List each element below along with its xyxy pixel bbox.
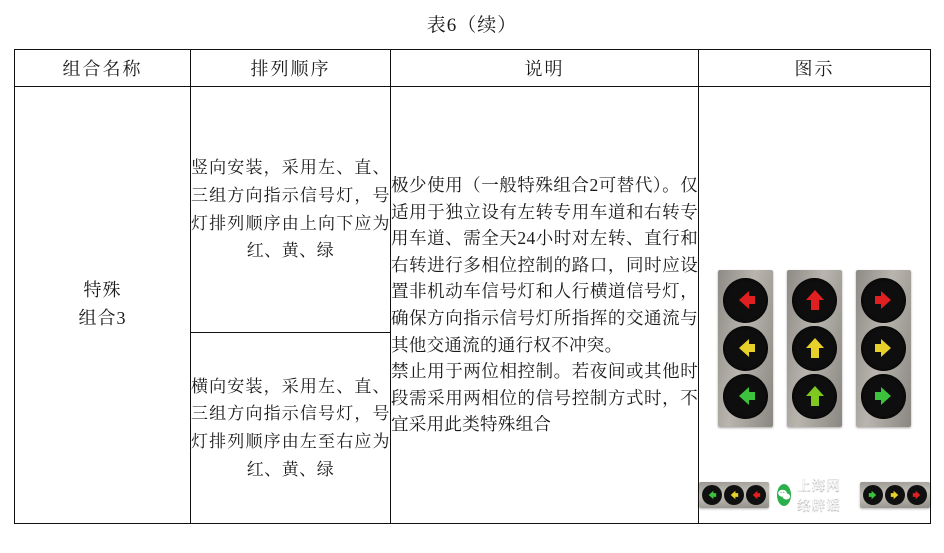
wechat-icon	[777, 484, 791, 506]
lamp-green-left	[723, 374, 768, 419]
lamp-yellow-up	[792, 326, 837, 371]
lamp-red-right	[861, 278, 906, 323]
combination-name-line1: 特殊	[83, 280, 122, 301]
lamp-green-up	[792, 374, 837, 419]
description-text-2: 禁止用于两位相控制。若夜间或其他时段需采用两相位的信号控制方式时，不宜采用此类特殊组合	[391, 361, 698, 435]
cell-order-vertical	[191, 87, 391, 333]
table-header-row	[15, 50, 931, 87]
watermark-text: 上海网络辟谣	[797, 477, 841, 513]
watermark-badge	[777, 475, 852, 515]
cell-order-horizontal	[191, 333, 391, 524]
table-row	[15, 87, 931, 333]
table-caption: 表6（续）	[426, 15, 518, 36]
cell-illustration	[699, 87, 931, 524]
header-illustration: 图示	[699, 50, 931, 87]
signal-group-straight-vertical	[787, 270, 842, 427]
header-description: 说明	[391, 50, 699, 87]
cell-description	[391, 87, 699, 524]
combination-name-line2: 组合3	[78, 308, 127, 328]
lamp-yellow-left	[723, 326, 768, 371]
lamp-green-right-small	[863, 485, 883, 505]
horizontal-signal-figure	[699, 475, 930, 515]
signal-group-left-horizontal	[699, 482, 769, 508]
order-text-vertical: 竖向安装，采用左、直、三组方向指示信号灯，号灯排列顺序由上向下应为红、黄、绿	[191, 158, 390, 261]
lamp-yellow-left-small	[724, 485, 744, 505]
lamp-yellow-right	[861, 326, 906, 371]
signal-combination-table	[14, 49, 931, 524]
horizontal-signal-figure-area	[699, 465, 930, 523]
header-arrangement-order: 排列顺序	[191, 50, 391, 87]
lamp-red-left-small	[746, 485, 766, 505]
lamp-red-up	[792, 278, 837, 323]
header-combination-name: 组合名称	[15, 50, 191, 87]
signal-group-left-vertical	[718, 270, 773, 427]
cell-combination-name	[15, 87, 191, 524]
lamp-yellow-right-small	[885, 485, 905, 505]
lamp-green-right	[861, 374, 906, 419]
order-text-horizontal: 横向安装，采用左、直、三组方向指示信号灯，号灯排列顺序由左至右应为红、黄、绿	[191, 376, 390, 479]
lamp-red-right-small	[907, 485, 927, 505]
description-text-1: 极少使用（一般特殊组合2可替代）。仅适用于独立设有左转专用车道和右转专用车道、需全天24小时对左转、直行和右转进行多相位控制的路口，同时应设置非机动车信号灯和人行横道信号灯，确保方向指示信号灯所指挥的交通流与其他交通流的通行权不冲突。	[391, 175, 698, 355]
lamp-green-left-small	[702, 485, 722, 505]
signal-group-right-horizontal	[860, 482, 930, 508]
vertical-signal-figure	[699, 184, 930, 427]
signal-group-right-vertical	[856, 270, 911, 427]
lamp-red-left	[723, 278, 768, 323]
